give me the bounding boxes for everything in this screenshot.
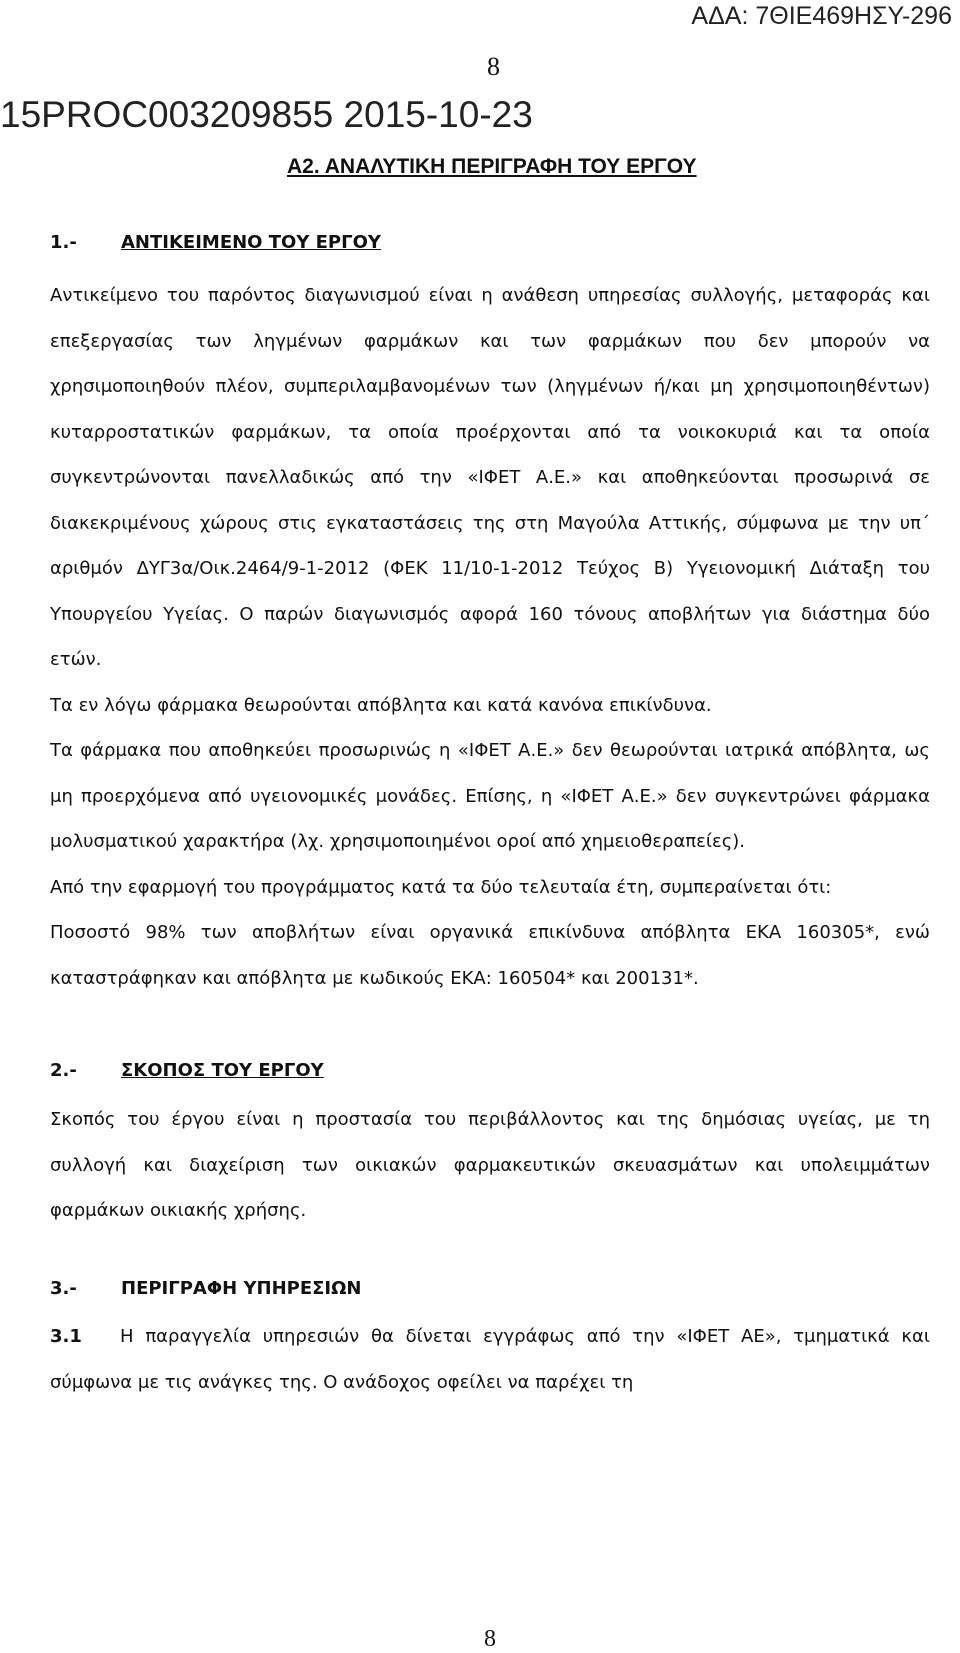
document-title: Α2. ΑΝΑΛΥΤΙΚΗ ΠΕΡΙΓΡΑΦΗ ΤΟΥ ΕΡΓΟΥ bbox=[287, 155, 697, 178]
section-1-number: 1.- bbox=[50, 232, 77, 253]
ada-code: ΑΔΑ: 7ΘΙΕ469ΗΣΥ-296 bbox=[691, 2, 952, 30]
page-number-top: 8 bbox=[487, 52, 500, 81]
section-2-paragraph-1: Σκοπός του έργου είναι η προστασία του περιβάλλοντος και της δημόσιας υγείας, με τη συλλογή και διαχείριση των οικιακών φαρμακευτικών σκευασμάτων και υπολειμμάτων φαρμάκων οικιακής χρήσης. bbox=[50, 1109, 930, 1221]
section-1-body bbox=[50, 273, 930, 1001]
section-1-paragraph-5: Ποσοστό 98% των αποβλήτων είναι οργανικά επικίνδυνα απόβλητα ΕΚΑ 160305*, ενώ καταστράφηκαν και απόβλητα με κωδικούς ΕΚΑ: 160504* και 200131*. bbox=[50, 922, 930, 989]
section-1-paragraph-3: Τα φάρμακα που αποθηκεύει προσωρινώς η «ΙΦΕΤ Α.Ε.» δεν θεωρούνται ιατρικά απόβλητα, ως μη προερχόμενα από υγειονομικές μονάδες. Επίσης, η «ΙΦΕΤ Α.Ε.» δεν συγκεντρώνει φάρμακα μολυσματικού χαρακτήρα (λχ. χρησιμοποιημένοι οροί από χημειοθεραπείες). bbox=[50, 740, 930, 852]
subsection-3-1-number: 3.1 bbox=[50, 1326, 82, 1347]
section-2-body bbox=[50, 1097, 930, 1234]
section-1-paragraph-2: Τα εν λόγω φάρμακα θεωρούνται απόβλητα και κατά κανόνα επικίνδυνα. bbox=[50, 694, 712, 716]
section-1-title: ΑΝΤΙΚΕΙΜΕΝΟ ΤΟΥ ΕΡΓΟΥ bbox=[121, 232, 381, 253]
section-3-number: 3.- bbox=[50, 1278, 77, 1299]
subsection-3-1-text: Η παραγγελία υπηρεσιών θα δίνεται εγγράφως από την «ΙΦΕΤ ΑΕ», τμηματικά και σύμφωνα με τις ανάγκες της. Ο ανάδοχος οφείλει να παρέχει τη bbox=[50, 1326, 930, 1393]
section-3-title: ΠΕΡΙΓΡΑΦΗ ΥΠΗΡΕΣΙΩΝ bbox=[121, 1278, 362, 1299]
section-1-heading bbox=[50, 232, 930, 253]
section-2-title: ΣΚΟΠΟΣ ΤΟΥ ΕΡΓΟΥ bbox=[121, 1060, 324, 1081]
section-1-paragraph-4: Από την εφαρμογή του προγράμματος κατά τα δύο τελευταία έτη, συμπεραίνεται ότι: bbox=[50, 876, 832, 898]
section-3-heading bbox=[50, 1278, 930, 1299]
section-1-paragraph-1: Αντικείμενο του παρόντος διαγωνισμού είναι η ανάθεση υπηρεσίας συλλογής, μεταφοράς και επεξεργασίας των ληγμένων φαρμάκων και των φαρμάκων που δεν μπορούν να χρησιμοποιηθούν πλέον, συμπεριλαμβανομένων των (ληγμένων ή/και μη χρησιμοποιηθέντων) κυταρροστατικών φαρμάκων, τα οποία προέρχονται από τα νοικοκυριά και τα οποία συγκεντρώνονται πανελλαδικώς από την «ΙΦΕΤ Α.Ε.» και αποθηκεύονται προσωρινά σε διακεκριμένους χώρους στις εγκαταστάσεις της στη Μαγούλα Αττικής, σύμφωνα με την υπ΄ αριθμόν ΔΥΓ3α/Οικ.2464/9-1-2012 (ΦΕΚ 11/10-1-2012 Τεύχος Β) Υγειονομική Διάταξη του Υπουργείου Υγείας. Ο παρών διαγωνισμός αφορά 160 τόνους αποβλήτων για διάστημα δύο ετών. bbox=[50, 285, 930, 670]
section-3-paragraph-1 bbox=[50, 1314, 930, 1405]
proc-id-stamp: 15PROC003209855 2015-10-23 bbox=[0, 94, 533, 135]
page-number-bottom: 8 bbox=[484, 1626, 496, 1652]
section-3-body bbox=[50, 1314, 930, 1405]
section-2-heading bbox=[50, 1060, 930, 1081]
section-2-number: 2.- bbox=[50, 1060, 77, 1081]
